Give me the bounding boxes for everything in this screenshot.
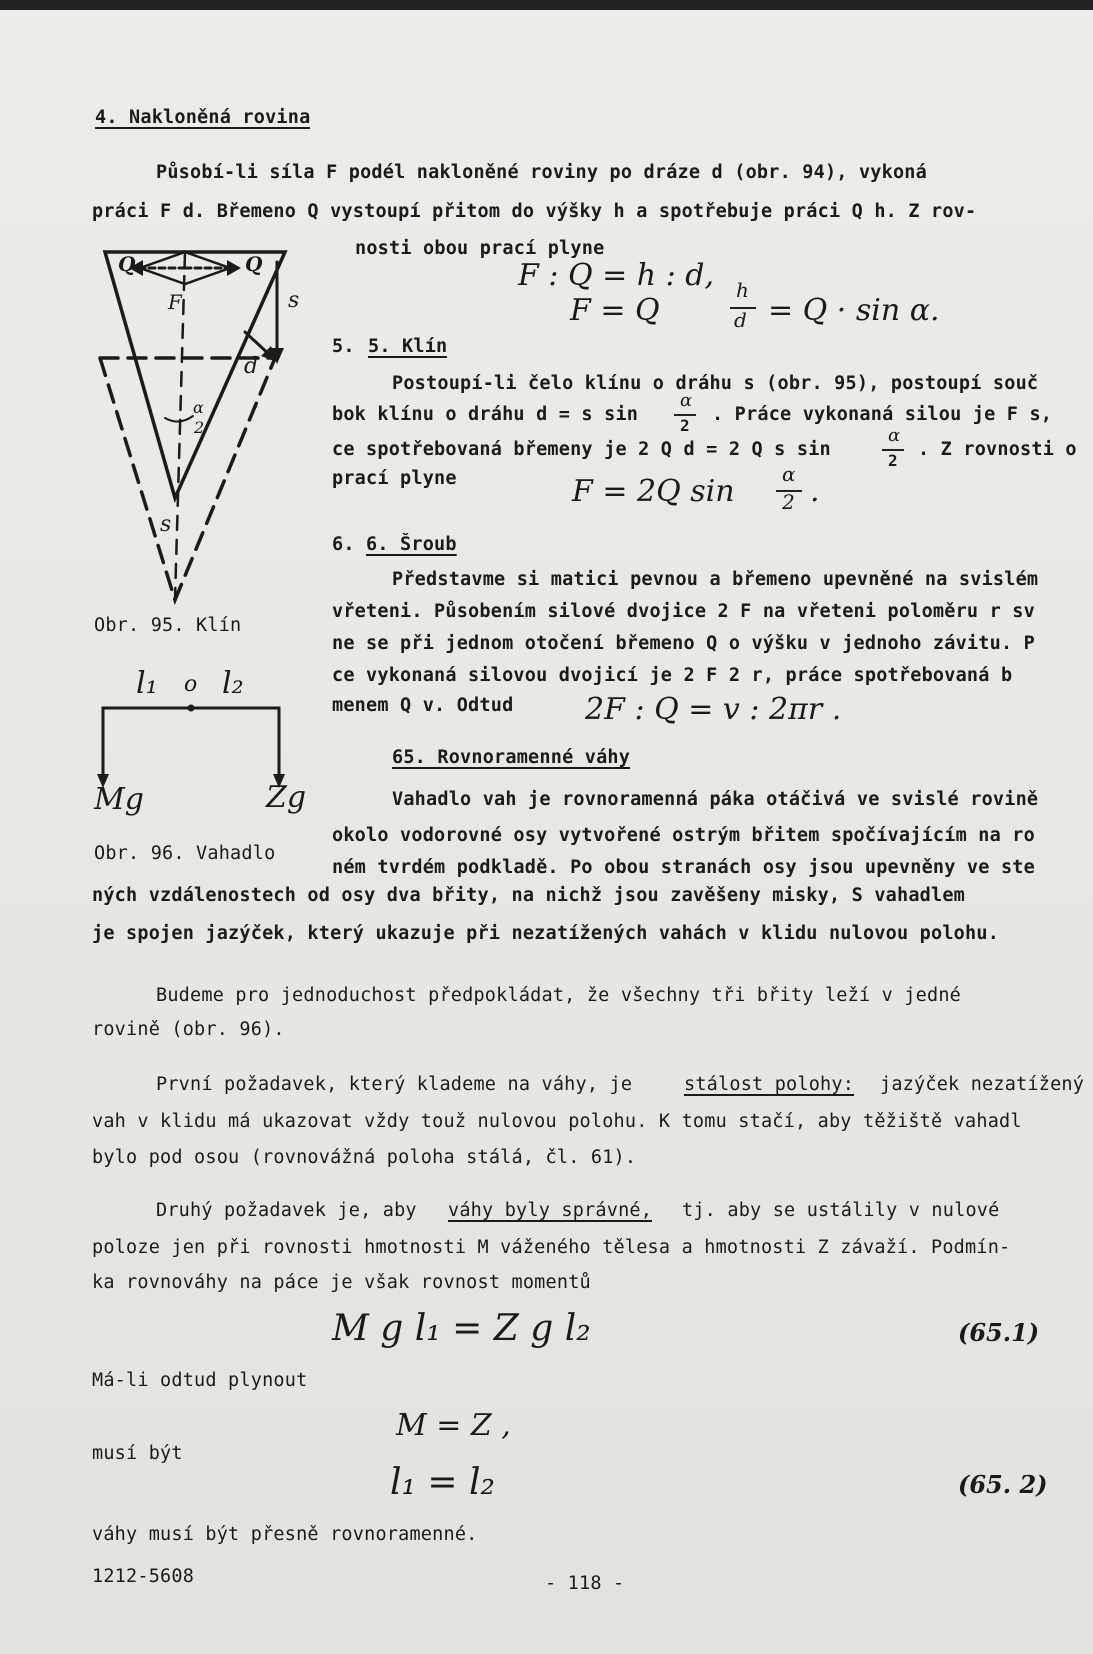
- section-6-heading: 6. Šroub: [366, 534, 457, 555]
- section-4-equation2a: F = Q: [570, 293, 660, 328]
- section-5-heading: 5. Klín: [368, 336, 448, 357]
- fig95-label-alpha-den: 2: [194, 418, 205, 437]
- section-5-line1: Postoupí-li čelo klínu o dráhu s (obr. 95), postoupí souč: [392, 373, 1039, 394]
- fig95-label-s-bottom: s: [160, 512, 172, 537]
- fig95-label-alpha-num: α: [193, 398, 204, 417]
- section-6-line3: ne se při jednom otočení břemeno Q o výšku v jednoho závitu. P: [332, 633, 1035, 654]
- section-4-line2: práci F d. Břemeno Q vystoupí přitom do výšky h a spotřebuje práci Q h. Z rov-: [92, 201, 977, 222]
- section-65-line2: okolo vodorovné osy vytvořené ostrým břitem spočívajícím na ro: [332, 825, 1035, 846]
- page-number: - 118 -: [545, 1573, 625, 1594]
- figure-96-balance-beam: [95, 700, 295, 790]
- section-5-line2a: bok klínu o dráhu d = s sin: [332, 404, 639, 425]
- figure-96-caption: Obr. 96. Vahadlo: [94, 843, 276, 864]
- paragraph-4-line2: poloze jen při rovnosti hmotnosti M váženého tělesa a hmotnosti Z závaží. Podmín-: [92, 1237, 1011, 1258]
- section-4-line3: nosti obou prací plyne: [355, 238, 605, 259]
- section-4-eq2-numerator: h: [736, 278, 749, 302]
- section-6-number: 6.: [332, 534, 355, 555]
- paragraph-3-line1c: jazýček nezatížený: [880, 1074, 1085, 1095]
- section-65-line3: ném tvrdém podkladě. Po obou stranách osy jsou upevněny ve ste: [332, 857, 1035, 878]
- paragraph-7: váhy musí být přesně rovnoramenné.: [92, 1524, 478, 1545]
- beam: [103, 708, 279, 778]
- paragraph-2-line1: Budeme pro jednoduchost předpokládat, že všechny tři břity leží v jedné: [156, 985, 961, 1006]
- paragraph-4-line1a: Druhý požadavek je, aby: [156, 1200, 417, 1221]
- fig95-label-d: d: [244, 354, 259, 379]
- paragraph-6: musí být: [92, 1443, 183, 1464]
- scan-edge: [0, 0, 1093, 10]
- section-65-heading: 65. Rovnoramenné váhy: [392, 747, 631, 768]
- paragraph-4-emphasis: váhy byly správné,: [448, 1200, 653, 1221]
- pivot-point: [188, 705, 195, 712]
- section-6-equation: 2F : Q = v : 2πr .: [585, 692, 842, 727]
- paragraph-5: Má-li odtud plynout: [92, 1370, 308, 1391]
- equation-m-equals-z: M = Z ,: [396, 1408, 511, 1443]
- equation-65-2-number: (65. 2): [958, 1470, 1048, 1499]
- fig96-label-o: o: [184, 672, 198, 697]
- fig96-label-l2: l₂: [222, 666, 244, 701]
- section-5-eq-numerator: α: [782, 462, 796, 486]
- paragraph-3-line1a: První požadavek, který klademe na váhy, je: [156, 1074, 633, 1095]
- section-5-sin-numerator-2: α: [888, 425, 901, 446]
- section-65-line4: ných vzdálenostech od osy dva břity, na nichž jsou zavěšeny misky, S vahadlem: [92, 885, 966, 906]
- section-5-eq-period: .: [810, 474, 820, 509]
- section-5-eq-denominator: 2: [782, 490, 795, 514]
- section-4-equation2b: = Q · sin α.: [768, 293, 940, 328]
- equation-65-1: M g l₁ = Z g l₂: [332, 1308, 591, 1349]
- fig95-label-s-right: s: [288, 288, 300, 313]
- paragraph-3-emphasis: stálost polohy:: [684, 1074, 855, 1095]
- section-4-equation1: F : Q = h : d,: [518, 258, 715, 293]
- paragraph-3-line2: vah v klidu má ukazovat vždy touž nulovou polohu. K tomu stačí, aby těžiště vahadl: [92, 1111, 1022, 1132]
- section-5-sin-denominator-2: 2: [888, 451, 898, 470]
- paragraph-2-line2: rovině (obr. 96).: [92, 1019, 285, 1040]
- section-5-line4: prací plyne: [332, 468, 457, 489]
- paragraph-3-line3: bylo pod osou (rovnovážná poloha stálá, čl. 61).: [92, 1147, 637, 1168]
- section-4-heading: 4. Nakloněná rovina: [95, 107, 311, 128]
- section-5-line3b: . Z rovnosti o: [918, 439, 1077, 460]
- section-5-line3a: ce spotřebovaná břemeny je 2 Q d = 2 Q s sin: [332, 439, 831, 460]
- paragraph-4-line1c: tj. aby se ustálily v nulové: [682, 1200, 1000, 1221]
- arrowhead-right: [227, 260, 241, 276]
- section-65-line5: je spojen jazýček, který ukazuje při nezatížených vahách v klidu nulovou polohu.: [92, 923, 1000, 944]
- angle-arc: [165, 416, 193, 422]
- fig96-label-zg: Zg: [266, 780, 307, 815]
- figure-95-caption: Obr. 95. Klín: [94, 615, 242, 636]
- equation-65-1-number: (65.1): [958, 1318, 1040, 1347]
- section-4-line1: Působí-li síla F podél nakloněné roviny po dráze d (obr. 94), vykoná: [156, 162, 927, 183]
- section-5-sin-numerator-1: α: [680, 390, 693, 411]
- section-6-line5: menem Q v. Odtud: [332, 695, 514, 716]
- section-6-line4: ce vykonaná silovou dvojicí je 2 F 2 r, práce spotřebovaná b: [332, 665, 1013, 686]
- fig96-label-l1: l₁: [136, 666, 158, 701]
- section-4-eq2-denominator: d: [734, 308, 747, 332]
- section-5-line2b: . Práce vykonaná silou je F s,: [712, 404, 1053, 425]
- section-6-line1: Představme si matici pevnou a břemeno upevněné na svislém: [392, 569, 1039, 590]
- section-6-line2: vřeteni. Působením silové dvojice 2 F na vřeteni poloměru r sv: [332, 601, 1035, 622]
- wedge-lower-outline: [100, 358, 275, 600]
- equation-65-2: l₁ = l₂: [390, 1462, 495, 1503]
- section-65-line1: Vahadlo vah je rovnoramenná páka otáčivá ve svislé rovině: [392, 789, 1039, 810]
- fig96-label-mg: Mg: [94, 782, 144, 817]
- section-5-sin-denominator-1: 2: [680, 416, 690, 435]
- section-5-number: 5.: [332, 336, 355, 357]
- fig95-label-q-left: Q: [118, 252, 136, 276]
- fig95-label-f: F: [168, 290, 182, 314]
- paragraph-4-line3: ka rovnováhy na páce je však rovnost momentů: [92, 1272, 591, 1293]
- document-code: 1212-5608: [92, 1566, 195, 1587]
- section-5-equation: F = 2Q sin: [572, 474, 735, 509]
- fig95-label-q-right: Q: [245, 252, 263, 276]
